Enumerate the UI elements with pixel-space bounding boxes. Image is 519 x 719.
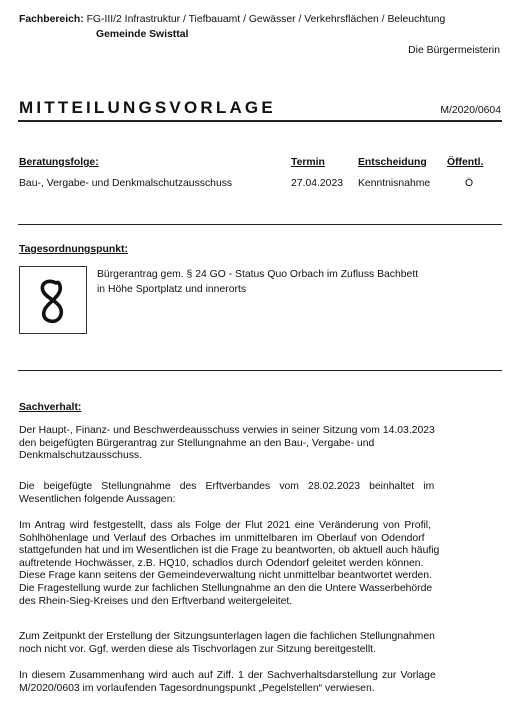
text-line: auftretende Hochwässer, z.B. HQ10, schadlos durch Odendorf geleitet werden können.: [19, 557, 424, 569]
text-line: Denkmalschutzausschuss.: [19, 450, 143, 462]
sachverhalt-paragraph-1: [19, 425, 499, 463]
text-line: des Rhein-Sieg-Kreises und den Erftverband weitergeleitet.: [19, 595, 293, 607]
sachverhalt-label: Sachverhalt:: [19, 402, 82, 413]
text-line: noch nicht vor. Ggf. werden diese als Tischvorlagen zur Sitzung bereitgestellt.: [19, 643, 376, 655]
text-line: Diese Frage kann seitens der Gemeindeverwaltung nicht unmittelbar beantwortet werden.: [19, 570, 432, 582]
tagesordnung-label: Tagesordnungspunkt:: [19, 244, 128, 255]
text-line: In diesem Zusammenhang wird auch auf Ziff. 1 der Sachverhaltsdarstellung zur Vorlage: [19, 670, 436, 681]
agenda-number-box: [19, 266, 87, 334]
text-line: Der Haupt-, Finanz- und Beschwerdeausschuss verwies in seiner Sitzung vom 14.03.2023: [19, 425, 435, 436]
text-line: Im Antrag wird festgestellt, dass als Folge der Flut 2021 eine Veränderung von Profil,: [19, 520, 431, 531]
fachbereich-value: FG-III/2 Infrastruktur / Tiefbauamt / Gewässer / Verkehrsflächen / Beleuchtung: [86, 14, 446, 25]
document-title: MITTEILUNGSVORLAGE: [19, 98, 276, 117]
fachbereich-line: [19, 13, 509, 26]
agenda-number: [86, 267, 87, 268]
sachverhalt-paragraph-3: [19, 520, 499, 608]
header-termin: Termin: [291, 157, 325, 168]
agenda-subject-line-1: Bürgerantrag gem. § 24 GO - Status Quo Orbach im Zufluss Bachbett: [97, 269, 419, 280]
sachverhalt-paragraph-5: [19, 670, 499, 695]
agenda-subject-line-2: in Höhe Sportplatz und innerorts: [97, 284, 247, 295]
document-number: M/2020/0604: [440, 105, 501, 116]
title-rule: [18, 120, 502, 122]
divider-2: [18, 370, 502, 371]
beratungsfolge-header: [19, 156, 492, 170]
sachverhalt-paragraph-4: [19, 631, 499, 656]
text-line: den beigefügten Bürgerantrag zur Stellungnahme an den Bau-, Vergabe- und: [19, 437, 375, 449]
sachverhalt-paragraph-2: [19, 481, 499, 506]
author-line: Die Bürgermeisterin: [408, 45, 500, 56]
text-line: Sohlhöhenlage und Verlauf des Orbaches im unmittelbaren im Oberlauf von Odendorf: [19, 532, 425, 544]
text-line: M/2020/0603 im vorlaufenden Tagesordnungspunkt „Pegelstellen“ verwiesen.: [19, 682, 375, 694]
divider-1: [18, 224, 502, 225]
fachbereich-label: Fachbereich:: [19, 14, 84, 25]
text-line: stattgefunden hat und im Wesentlichen ist die Frage zu beantworten, ob aktuell auch häufig: [19, 545, 440, 557]
text-line: Die Fragestellung wurde zur fachlichen Stellungnahme an den die Untere Wasserbehörde: [19, 582, 433, 594]
header-entscheidung: Entscheidung: [358, 157, 427, 168]
row-termin: 27.04.2023: [291, 178, 344, 189]
header-oeffentl: Öffentl.: [447, 157, 484, 168]
row-gremium: Bau-, Vergabe- und Denkmalschutzausschuss: [19, 178, 233, 189]
gemeinde-name: Gemeinde Swisttal: [96, 29, 189, 40]
row-oeffentl: Ö: [465, 178, 474, 189]
text-line: Wesentlichen folgende Aussagen:: [19, 493, 176, 505]
beratungsfolge-row: [19, 177, 492, 191]
text-line: Die beigefügte Stellungnahme des Erftverbandes vom 28.02.2023 beinhaltet im: [19, 481, 435, 492]
agenda-subject: [97, 267, 502, 297]
handwritten-number: [20, 267, 86, 333]
text-line: Zum Zeitpunkt der Erstellung der Sitzungsunterlagen lagen die fachlichen Stellungnahmen: [19, 631, 435, 642]
header-gremium: Beratungsfolge:: [19, 157, 99, 168]
row-entscheidung: Kenntnisnahme: [358, 178, 431, 189]
